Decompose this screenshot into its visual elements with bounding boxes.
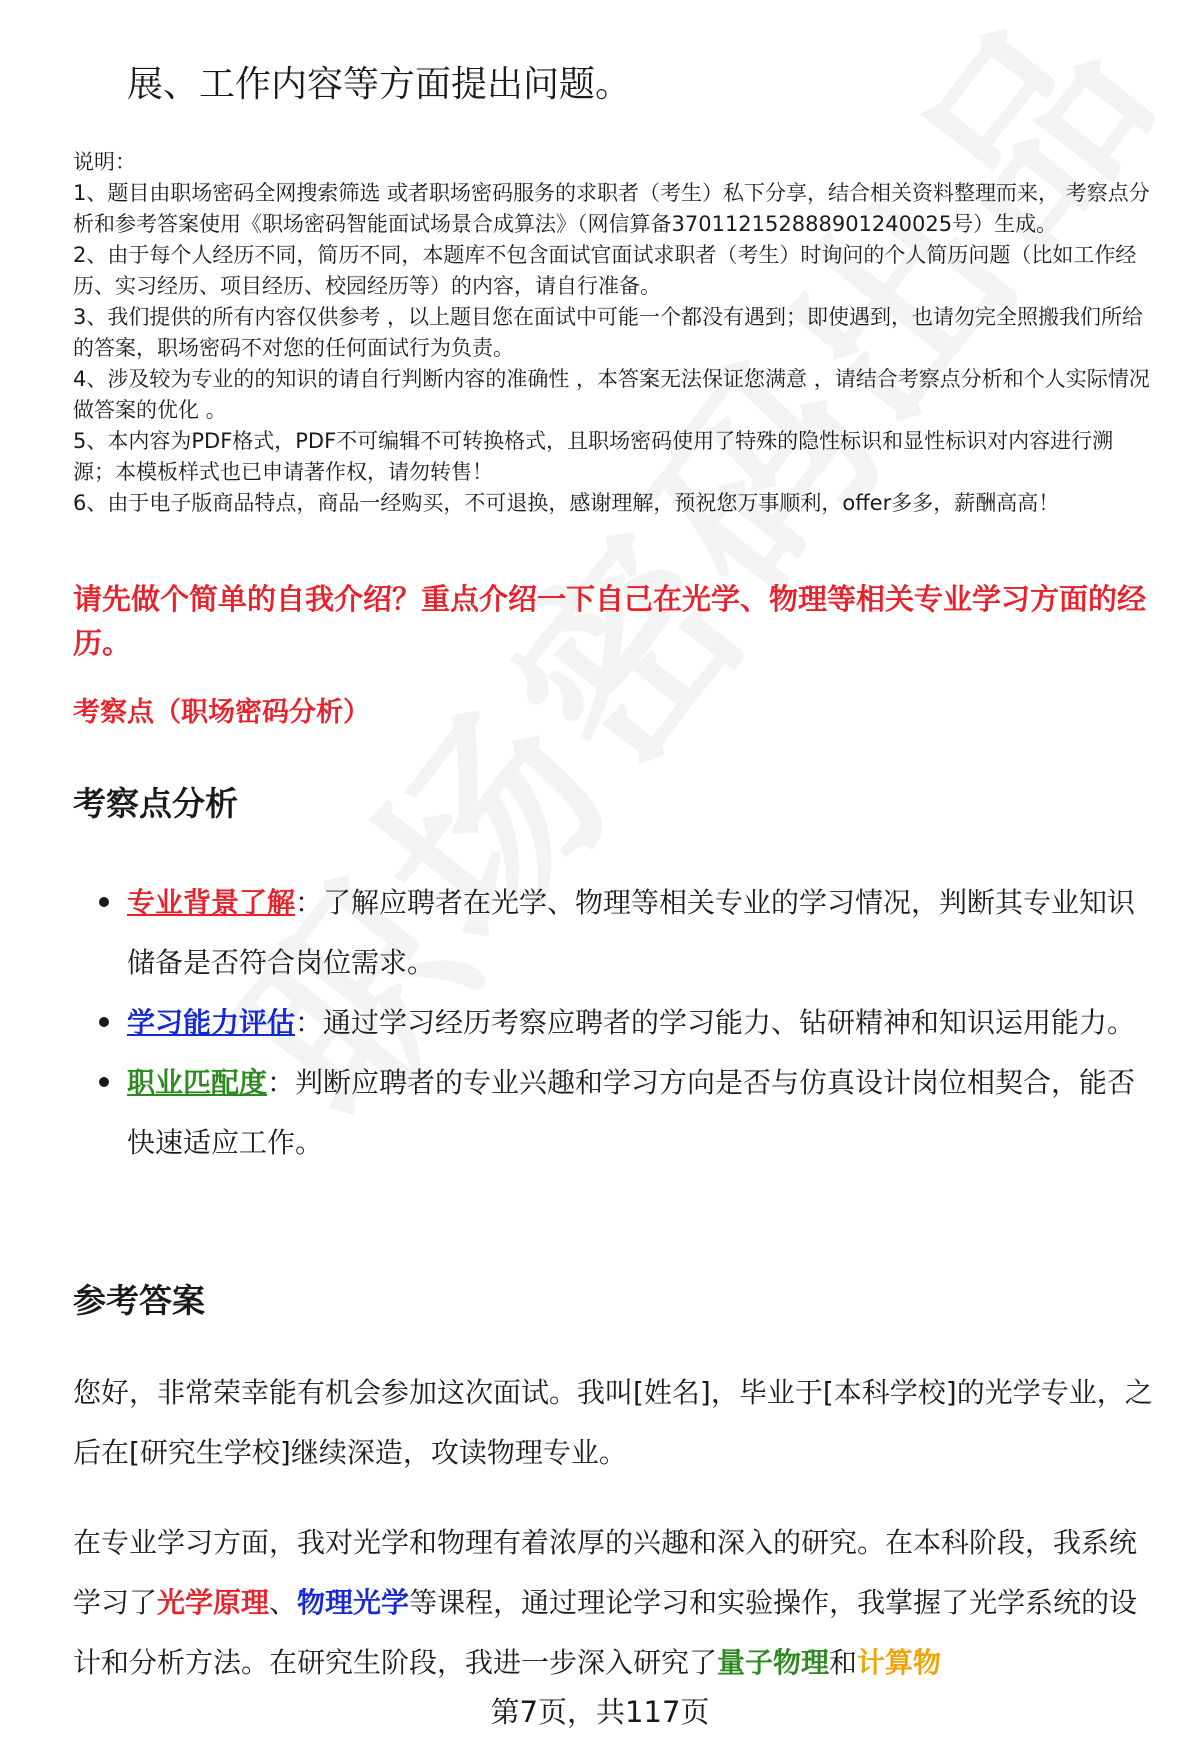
answer-text: 和 xyxy=(829,1646,858,1679)
answer-paragraph: 您好，非常荣幸能有机会参加这次面试。我叫[姓名]，毕业于[本科学校]的光学专业，之后在[研究生学校]继续深造，攻读物理专业。 xyxy=(73,1376,1153,1469)
analysis-point xyxy=(127,1053,1157,1173)
analysis-point xyxy=(127,993,1157,1053)
answer-text: 等课程，通过理论学习和实验操作，我掌握了光学系统的设计和分析方法。在研究生阶段，我进一步深入研究了 xyxy=(73,1586,1138,1679)
highlight-term: 计算物 xyxy=(857,1646,942,1679)
point-text: ：了解应聘者在光学、物理等相关专业的学习情况，判断其专业知识储备是否符合岗位需求。 xyxy=(127,886,1136,979)
note-item: 2、由于每个人经历不同，简历不同，本题库不包含面试官面试求职者（考生）时询问的个人简历问题（比如工作经历、实习经历、项目经历、校园经历等）的内容，请自行准备。 xyxy=(73,243,1137,298)
highlight-term: 物理光学 xyxy=(297,1586,410,1619)
highlight-term: 量子物理 xyxy=(717,1646,830,1679)
answer-body xyxy=(73,1363,1153,1723)
point-text: ：判断应聘者的专业兴趣和学习方向是否与仿真设计岗位相契合，能否快速适应工作。 xyxy=(127,1066,1136,1159)
point-term: 职业匹配度 xyxy=(127,1066,268,1099)
analysis-point xyxy=(127,873,1157,993)
answer-heading: 参考答案 xyxy=(73,1281,205,1320)
interview-question: 请先做个简单的自我介绍？重点介绍一下自己在光学、物理等相关专业学习方面的经历。 xyxy=(73,582,1147,660)
answer-paragraph xyxy=(73,1513,1153,1693)
notes-section xyxy=(73,147,1153,519)
bullet-icon xyxy=(99,897,109,907)
answer-text: 、 xyxy=(269,1586,298,1619)
key-point-label: 考察点（职场密码分析） xyxy=(73,697,370,728)
bullet-icon xyxy=(99,1017,109,1027)
analysis-heading: 考察点分析 xyxy=(73,784,238,823)
note-item: 1、题目由职场密码全网搜索筛选 或者职场密码服务的求职者（考生）私下分享，结合相关资料整理而来， 考察点分析和参考答案使用《职场密码智能面试场景合成算法》（网信算备370112152888901240025号）生成。 xyxy=(73,181,1150,236)
note-item: 6、由于电子版商品特点，商品一经购买，不可退换，感谢理解，预祝您万事顺利，offer多多，薪酬高高！ xyxy=(73,491,1060,515)
note-item: 5、本内容为PDF格式，PDF不可编辑不可转换格式，且职场密码使用了特殊的隐性标识和显性标识对内容进行溯源；本模板样式也已申请著作权，请勿转售！ xyxy=(73,429,1114,484)
point-term: 学习能力评估 xyxy=(127,1006,296,1039)
point-term: 专业背景了解 xyxy=(127,886,296,919)
page-footer: 第7页，共117页 xyxy=(490,1695,710,1729)
note-item: 4、涉及较为专业的的知识的请自行判断内容的准确性 ，本答案无法保证您满意 ，请结合考察点分析和个人实际情况做答案的优化 。 xyxy=(73,367,1150,422)
note-item: 3、我们提供的所有内容仅供参考 ，以上题目您在面试中可能一个都没有遇到；即使遇到，也请勿完全照搬我们所给的答案，职场密码不对您的任何面试行为负责。 xyxy=(73,305,1144,360)
notes-heading: 说明： xyxy=(73,150,136,174)
answer-text: 在专业学习方面，我对光学和物理有着浓厚的兴趣和深入的研究。在本科阶段，我系统学习了 xyxy=(73,1526,1138,1619)
highlight-term: 光学原理 xyxy=(157,1586,270,1619)
analysis-points xyxy=(127,873,1157,1173)
bullet-icon xyxy=(99,1077,109,1087)
point-text: ：通过学习经历考察应聘者的学习能力、钻研精神和知识运用能力。 xyxy=(295,1006,1136,1039)
continuation-text: 展、工作内容等方面提出问题。 xyxy=(127,64,632,105)
